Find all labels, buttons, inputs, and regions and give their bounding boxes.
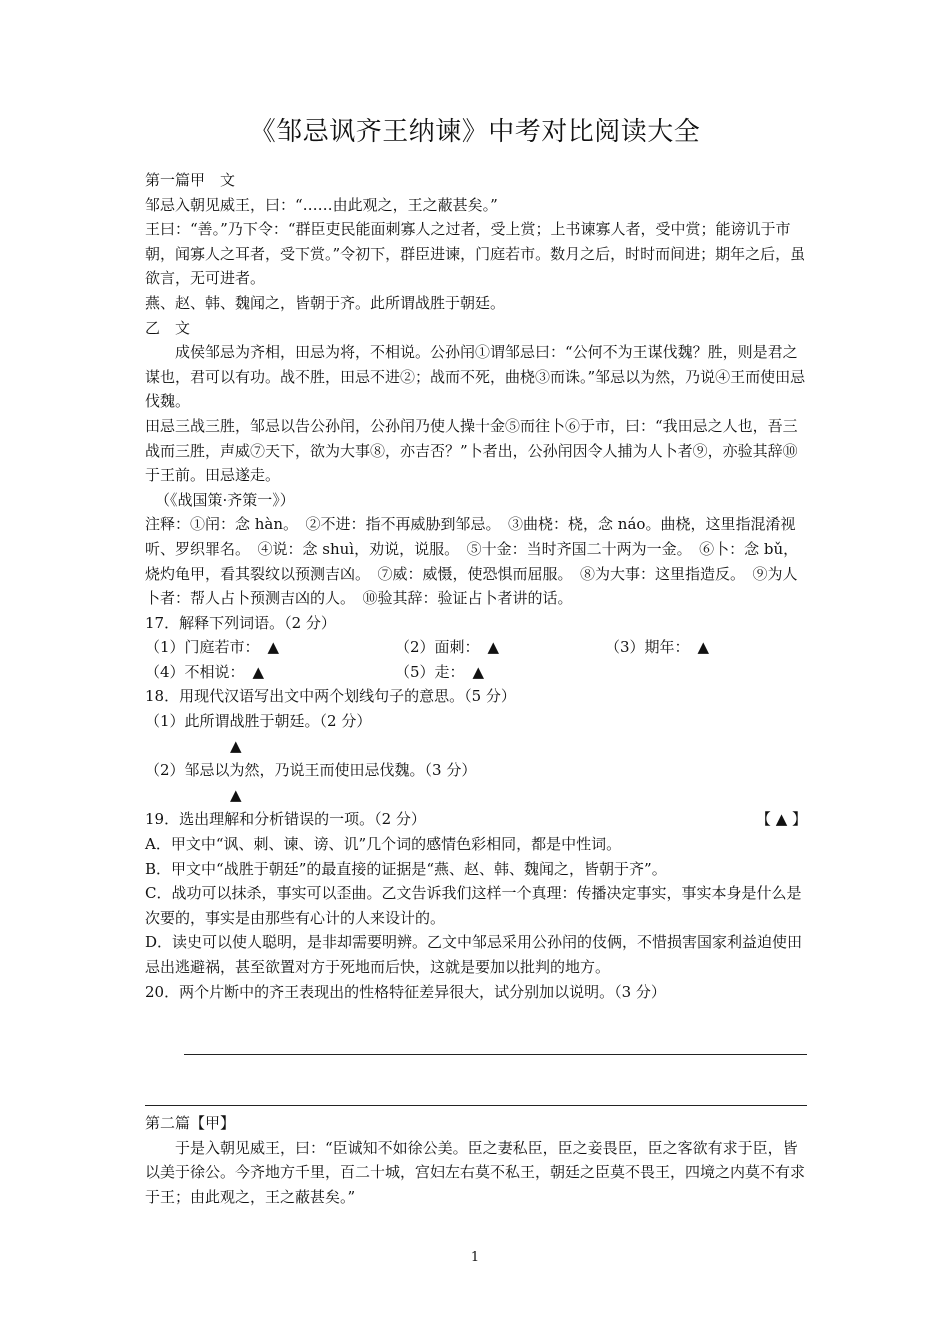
part2-heading: 第二篇【甲】 <box>145 1114 236 1132</box>
q19-option-b: B．甲文中“战胜于朝廷”的最直接的证据是“燕、赵、韩、魏闻之，皆朝于齐”。 <box>145 859 667 878</box>
q18-answer-2[interactable]: ▲ <box>230 785 242 804</box>
source-citation: （《战国策·齐策一》） <box>155 490 295 509</box>
q18-sentence-2: （2）邹忌以为然，乃说王而使田忌伐魏。（3 分） <box>145 761 477 780</box>
answer-mark: ▲ <box>267 638 280 657</box>
q20-stem: 20．两个片断中的齐王表现出的性格特征差异很大，试分别加以说明。（3 分） <box>145 982 666 1001</box>
answer-mark: ▲ <box>697 638 710 657</box>
q17-row-1 <box>145 635 807 660</box>
answer-mark: ▲ <box>252 662 265 681</box>
q19-option-c: C．战功可以抹杀，事实可以歪曲。乙文告诉我们这样一个真理：传播决定事实，事实本身是什么是次要的，事实是由那些有心计的人来设计的。 <box>145 884 802 927</box>
heading-yi: 乙 文 <box>145 318 191 337</box>
part2-paragraph-1: 于是入朝见威王，曰：“臣诚知不如徐公美。臣之妻私臣，臣之妾畏臣，臣之客欲有求于臣，皆以美于徐公。今齐地方千里，百二十城，宫妇左右莫不私王，朝廷之臣莫不畏王，四境之内莫不有求于王；由此观之，王之蔽甚矣。” <box>145 1138 806 1206</box>
annotations: 注释：①闬：念 hàn。 ②不进：指不再威胁到邹忌。 ③曲桡：桡，念 náo。曲桡，这里指混淆视听、罗织罪名。 ④说：念 shuì，劝说，说服。 ⑤十金：当时齐国二十两为一金。 ⑥卜：念 bǔ，烧灼龟甲，看其裂纹以预测吉凶。 ⑦威：威慑，使恐惧而屈服。 ⑧为大事：这里指造反。 ⑨为人卜者：帮人占卜预测吉凶的人。 ⑩验其辞：验证占卜者讲的话。 <box>145 515 799 608</box>
q19-header <box>145 807 807 832</box>
heading-jia: 第一篇甲 文 <box>145 171 236 189</box>
q17-item-5[interactable]: （5）走： ▲ <box>395 660 605 685</box>
q17-item-1[interactable]: （1）门庭若市： ▲ <box>145 635 395 660</box>
q18-stem: 18．用现代汉语写出文中两个划线句子的意思。（5 分） <box>145 687 516 706</box>
jia-paragraph-2: 王曰：“善。”乃下令：“群臣吏民能面刺寡人之过者，受上赏；上书谏寡人者，受中赏；能谤讥于市朝，闻寡人之耳者，受下赏。”令初下，群臣进谏，门庭若市。数月之后，时时而间进；期年之后，虽欲言，无可进者。 <box>145 220 806 288</box>
q19-answer-bracket[interactable]: 【 ▲ 】 <box>755 810 807 829</box>
q19-stem: 19．选出理解和分析错误的一项。（2 分） <box>145 810 426 829</box>
q19-option-d: D．读史可以使人聪明，是非却需要明辨。乙文中邹忌采用公孙闬的伎俩，不惜损害国家利益迫使田忌出逃避祸，甚至欲置对方于死地而后快，这就是要加以批判的地方。 <box>145 933 803 976</box>
q18-sentence-1: （1）此所谓战胜于朝廷。（2 分） <box>145 712 372 731</box>
answer-mark: ▲ <box>472 662 485 681</box>
answer-line[interactable] <box>184 1054 807 1055</box>
q17-item-2[interactable]: （2）面刺： ▲ <box>395 635 605 660</box>
q17-stem: 17．解释下列词语。（2 分） <box>145 613 336 632</box>
page-number: 1 <box>470 1250 480 1265</box>
part1-body <box>145 168 807 1004</box>
document-title: 《邹忌讽齐王纳谏》中考对比阅读大全 <box>249 117 701 147</box>
section-divider <box>145 1105 807 1106</box>
part2-body <box>145 1111 807 1209</box>
yi-paragraph-2: 田忌三战三胜，邹忌以告公孙闬，公孙闬乃使人操十金⑤而往卜⑥于市，曰：“我田忌之人也，吾三战而三胜，声威⑦天下，欲为大事⑧，亦吉否？”卜者出，公孙闬因令人捕为人卜者⑨，亦验其辞⑩于王前。田忌遂走。 <box>145 416 798 485</box>
q18-answer-1[interactable]: ▲ <box>230 736 242 755</box>
jia-paragraph-1: 邹忌入朝见威王，曰：“……由此观之，王之蔽甚矣。” <box>145 195 498 214</box>
yi-paragraph-1: 成侯邹忌为齐相，田忌为将，不相说。公孙闬①谓邹忌曰：“公何不为王谋伐魏？胜，则是君之谋也，君可以有功。战不胜，田忌不进②；战而不死，曲桡③而诛。”邹忌以为然，乃说④王而使田忌伐魏。 <box>145 343 806 411</box>
q19-option-a: A．甲文中“讽、刺、谏、谤、讥”几个词的感情色彩相同，都是中性词。 <box>145 835 622 854</box>
q17-item-4[interactable]: （4）不相说： ▲ <box>145 660 395 685</box>
answer-mark: ▲ <box>487 638 500 657</box>
q17-row-2 <box>145 660 807 685</box>
q17-item-3[interactable]: （3）期年： ▲ <box>605 635 805 660</box>
jia-paragraph-3: 燕、赵、韩、魏闻之，皆朝于齐。此所谓战胜于朝廷。 <box>145 293 506 312</box>
